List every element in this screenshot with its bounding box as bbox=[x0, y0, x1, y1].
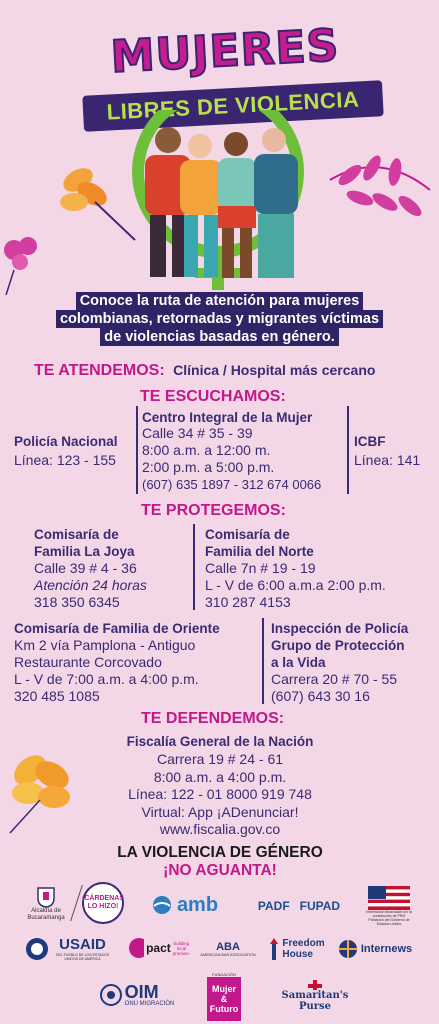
usa-flag-logo: Información financiada con la contribución de PRM Población del Gobierno de Estados Unidos bbox=[366, 884, 412, 932]
policia-line: Línea: 123 - 155 bbox=[14, 452, 116, 468]
centro-address: Calle 34 # 35 - 39 bbox=[142, 425, 253, 441]
norte-address: Calle 7n # 19 - 19 bbox=[205, 560, 316, 576]
icbf-block bbox=[354, 434, 420, 469]
amb-logo: amb bbox=[140, 890, 228, 920]
oriente-phone: 320 485 1085 bbox=[14, 688, 100, 704]
pact-circle-icon bbox=[128, 937, 144, 959]
internews-logo: Internews bbox=[334, 936, 416, 962]
centro-hours1: 8:00 a.m. a 12:00 m. bbox=[142, 442, 271, 458]
inspeccion-name3: a la Vida bbox=[271, 655, 326, 670]
inspeccion-block bbox=[271, 620, 436, 705]
atendemos-text: Clínica / Hospital más cercano bbox=[173, 362, 376, 378]
orange-flower-icon bbox=[59, 163, 135, 240]
title-line1: MUJERES bbox=[109, 20, 341, 83]
oriente-block bbox=[14, 620, 264, 705]
fiscalia-virtual: Virtual: App ¡ADenunciar! bbox=[141, 803, 299, 820]
cross-icon bbox=[307, 980, 323, 990]
escuchamos-label: TE ESCUCHAMOS: bbox=[140, 388, 286, 405]
policia-block bbox=[14, 434, 118, 469]
norte-phone: 310 287 4153 bbox=[205, 594, 291, 610]
torch-icon bbox=[269, 938, 279, 960]
defendemos-label: TE DEFENDEMOS: bbox=[141, 710, 285, 727]
joya-phone: 318 350 6345 bbox=[34, 594, 120, 610]
divider bbox=[262, 618, 264, 704]
fiscalia-address: Carrera 19 # 24 - 61 bbox=[156, 751, 284, 767]
norte-name1: Comisaría de bbox=[205, 527, 290, 542]
aba-logo: ABA AMERICAN BAR ASSOCIATION bbox=[200, 941, 256, 957]
pink-flower-icon bbox=[4, 237, 37, 295]
joya-block bbox=[34, 526, 184, 611]
fiscalia-hours: 8:00 a.m. a 4:00 p.m. bbox=[153, 768, 287, 785]
icbf-name: ICBF bbox=[354, 434, 386, 449]
cardenas-logo: ¡CÁRDENAS LO HIZO! bbox=[82, 882, 124, 924]
joya-name2: Familia La Joya bbox=[34, 544, 135, 559]
slogan-line2: ¡NO AGUANTA! bbox=[163, 862, 277, 879]
inspeccion-name1: Inspección de Policía bbox=[271, 621, 409, 636]
fiscalia-web-link[interactable]: www.fiscalia.gov.co bbox=[159, 821, 281, 837]
policia-name: Policía Nacional bbox=[14, 434, 118, 449]
intro-text bbox=[48, 292, 391, 346]
fiscalia-name: Fiscalía General de la Nación bbox=[126, 734, 314, 749]
pink-leaf-icon bbox=[330, 153, 430, 220]
intro-line1: Conoce la ruta de atención para mujeres bbox=[76, 292, 364, 310]
samaritans-purse-logo: Samaritan's Purse bbox=[264, 980, 366, 1012]
norte-name2: Familia del Norte bbox=[205, 544, 314, 559]
oriente-address: Km 2 vía Pamplona - Antiguo bbox=[14, 637, 196, 653]
us-flag-icon bbox=[368, 886, 410, 910]
atendemos-label: TE ATENDEMOS: bbox=[34, 362, 165, 379]
slogan-line1: LA VIOLENCIA DE GÉNERO bbox=[117, 844, 323, 861]
coat-of-arms-icon bbox=[35, 886, 57, 908]
icbf-line: Línea: 141 bbox=[354, 452, 421, 468]
protegemos-label: TE PROTEGEMOS: bbox=[141, 502, 286, 519]
usaid-logo: USAID DEL PUEBLO DE LOS ESTADOS UNIDOS DE AMÉRICA bbox=[22, 934, 116, 964]
yellow-flower-icon bbox=[0, 745, 80, 835]
joya-address: Calle 39 # 4 - 36 bbox=[34, 560, 137, 576]
oim-logo: OIM ONU MIGRACIÓN bbox=[98, 978, 176, 1012]
mujer-futuro-logo: FUNDACIÓN Mujer & Futuro bbox=[205, 970, 243, 1022]
norte-block bbox=[205, 526, 430, 611]
woman-3 bbox=[218, 132, 256, 278]
divider bbox=[193, 524, 195, 610]
inspeccion-address: Carrera 20 # 70 - 55 bbox=[271, 671, 398, 687]
centro-name: Centro Integral de la Mujer bbox=[142, 410, 313, 425]
un-emblem-icon bbox=[100, 984, 122, 1006]
centro-phone: (607) 635 1897 - 312 674 0066 bbox=[142, 477, 322, 492]
divider bbox=[347, 406, 349, 494]
joya-hours: Atención 24 horas bbox=[34, 577, 147, 593]
inspeccion-name2: Grupo de Protección bbox=[271, 638, 405, 653]
inspeccion-phone: (607) 643 30 16 bbox=[271, 688, 370, 704]
intro-line3: de violencias basadas en género. bbox=[100, 328, 339, 346]
atendemos-section bbox=[34, 362, 414, 380]
wave-icon bbox=[150, 895, 174, 915]
oriente-place: Restaurante Corcovado bbox=[14, 654, 162, 670]
centro-hours2: 2:00 p.m. a 5:00 p.m. bbox=[142, 459, 275, 475]
women-illustration bbox=[0, 110, 439, 295]
freedom-house-logo: Freedom House bbox=[266, 934, 328, 964]
centro-block bbox=[142, 410, 352, 493]
padf-fupad-logo: PADF FUPAD bbox=[257, 899, 341, 913]
alcaldia-logo: Alcaldía de Bucaramanga bbox=[18, 882, 74, 926]
joya-name1: Comisaría de bbox=[34, 527, 119, 542]
pact-logo: pact building local promise. bbox=[128, 933, 190, 963]
slogan bbox=[60, 844, 380, 880]
fiscalia-block bbox=[90, 733, 350, 839]
oriente-hours: L - V de 7:00 a.m. a 4:00 p.m. bbox=[14, 671, 199, 687]
intro-line2: colombianas, retornadas y migrantes víctimas bbox=[56, 310, 383, 328]
norte-hours: L - V de 6:00 a.m.a 2:00 p.m. bbox=[205, 577, 386, 593]
divider bbox=[136, 406, 138, 494]
globe-icon bbox=[338, 939, 358, 959]
title-line2: LIBRES DE VIOLENCIA bbox=[82, 80, 383, 132]
seal-icon bbox=[25, 937, 49, 961]
fiscalia-line: Línea: 122 - 01 8000 919 748 bbox=[128, 786, 312, 802]
oriente-name: Comisaría de Familia de Oriente bbox=[14, 621, 220, 636]
